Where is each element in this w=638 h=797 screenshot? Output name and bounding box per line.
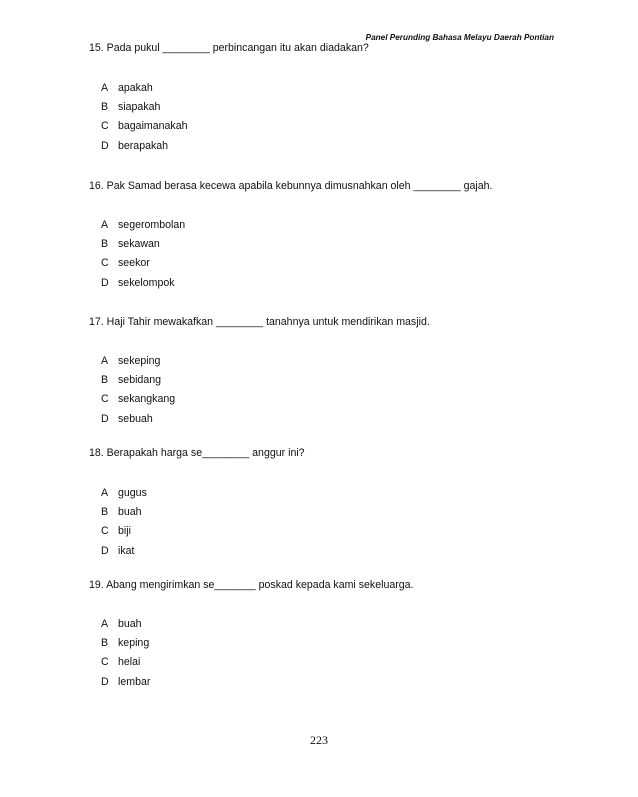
option-text: buah: [118, 618, 142, 630]
option-text: seekor: [118, 257, 150, 270]
page-number: 223: [310, 733, 328, 747]
option-text: helai: [118, 656, 141, 669]
option-letter: A: [101, 355, 109, 367]
option-item: [101, 371, 430, 390]
option-item: [101, 634, 414, 653]
option-letter: A: [101, 487, 109, 499]
option-text: sekangkang: [118, 393, 176, 406]
option-letter: D: [101, 412, 109, 425]
option-letter: B: [101, 101, 109, 114]
option-letter: C: [101, 120, 109, 133]
option-text: ikat: [118, 544, 135, 557]
option-letter: C: [101, 393, 109, 406]
option-item: [101, 79, 369, 98]
option-text: sebuah: [118, 412, 153, 425]
option-item: [101, 137, 369, 156]
option-text: bagaimanakah: [118, 120, 188, 133]
page-header: Panel Perunding Bahasa Melayu Daerah Pontian: [365, 33, 554, 42]
option-letter: C: [101, 257, 109, 270]
option-letter: B: [101, 374, 109, 387]
option-letter: A: [101, 82, 109, 94]
option-letter: B: [101, 637, 109, 650]
option-list: [89, 615, 414, 692]
option-item: [101, 352, 430, 371]
option-item: [101, 274, 492, 293]
option-item: [101, 522, 305, 541]
option-item: [101, 503, 305, 522]
option-letter: C: [101, 656, 109, 669]
option-letter: C: [101, 525, 109, 538]
option-text: biji: [118, 525, 131, 538]
option-text: keping: [118, 637, 150, 650]
question-text: 17. Haji Tahir mewakafkan ________ tanahnya untuk mendirikan masjid.: [89, 316, 430, 328]
question-text: 19. Abang mengirimkan se_______ poskad kepada kami sekeluarga.: [89, 579, 414, 591]
option-item: [101, 410, 430, 429]
question-text: 18. Berapakah harga se________ anggur ini?: [89, 447, 305, 459]
option-list: [89, 352, 430, 429]
option-text: apakah: [118, 82, 153, 94]
option-text: lembar: [118, 675, 151, 688]
question-19: [89, 577, 414, 692]
question-17: [89, 314, 430, 429]
option-text: sekawan: [118, 238, 160, 251]
option-text: sebidang: [118, 374, 162, 387]
option-letter: D: [101, 544, 109, 557]
option-item: [101, 98, 369, 117]
option-letter: A: [101, 219, 109, 231]
question-15: [89, 40, 369, 156]
option-item: [101, 484, 305, 503]
option-text: segerombolan: [118, 219, 186, 231]
option-letter: A: [101, 618, 109, 630]
option-text: sekelompok: [118, 276, 175, 289]
option-text: sekeping: [118, 355, 161, 367]
option-text: gugus: [118, 487, 147, 499]
option-item: [101, 390, 430, 409]
option-item: [101, 615, 414, 634]
option-letter: D: [101, 276, 109, 289]
question-text: 16. Pak Samad berasa kecewa apabila kebunnya dimusnahkan oleh ________ gajah.: [89, 180, 493, 192]
option-item: [101, 653, 414, 672]
option-item: [101, 542, 305, 561]
option-list: [89, 216, 492, 293]
option-item: [101, 117, 369, 136]
option-letter: D: [101, 675, 109, 688]
option-list: [89, 79, 369, 156]
option-letter: D: [101, 139, 109, 152]
option-text: buah: [118, 506, 142, 519]
option-item: [101, 216, 492, 235]
question-16: [89, 178, 492, 293]
option-text: berapakah: [118, 139, 169, 152]
question-text: 15. Pada pukul ________ perbincangan itu akan diadakan?: [89, 42, 369, 54]
option-text: siapakah: [118, 101, 161, 114]
option-letter: B: [101, 506, 109, 519]
option-item: [101, 673, 414, 692]
option-item: [101, 235, 492, 254]
option-list: [89, 484, 305, 561]
option-item: [101, 254, 492, 273]
question-18: [89, 445, 305, 561]
option-letter: B: [101, 238, 109, 251]
